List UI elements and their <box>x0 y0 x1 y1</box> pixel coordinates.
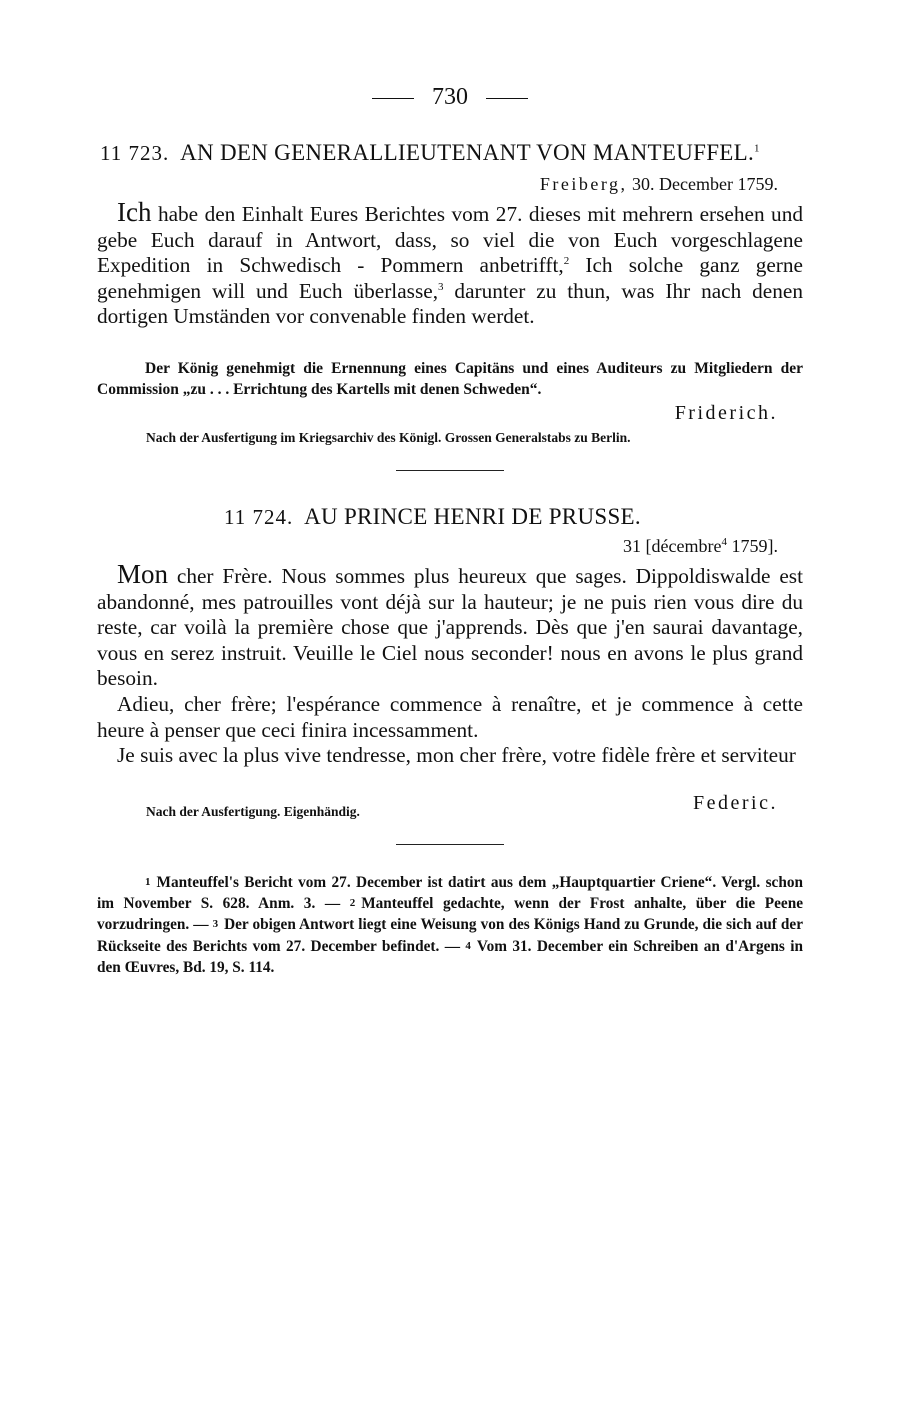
letter1-source: Nach der Ausfertigung im Kriegsarchiv des Königl. Grossen Generalstabs zu Berlin. <box>146 430 631 445</box>
letter1-body: Ich habe den Einhalt Eures Berichtes vom 27. dieses mit mehrern ersehen und gebe Euch darauf in Antwort, dass, so viel die von Euch vorgeschlagene Expedition in Schwedisch - Pommern anbetrifft,$^2$ Ich solche ganz gerne genehmigen will und Euch überlasse,$^3$ darunter zu thun, was Ihr nach denen dortigen Umständen vor convenable finden werdet. <box>97 197 804 329</box>
letter2-initial: Mon <box>117 559 169 589</box>
letter1-date: 30. December 1759. <box>632 174 778 194</box>
letter2-date: 31 [décembre$^4$ 1759]. <box>623 536 778 556</box>
letter2-paragraph-2: Adieu, cher frère; l'espérance commence à renaître, et je commence à cette heure à penser que ceci finira incessamment. <box>97 691 803 742</box>
footnote-3: Der obigen Antwort liegt eine Weisung von des Königs Hand zu Grunde, die sich auf der Rückseite des Berichts vom 27. December befindet. — <box>97 916 803 955</box>
letter2-number: 11 724. <box>224 505 294 529</box>
letter2-body <box>97 559 803 769</box>
footnote-rule <box>396 844 504 845</box>
footnote-marker-3: 3 <box>212 918 219 931</box>
footnotes <box>97 872 803 978</box>
footnote-4: Vom 31. December ein Schreiben an d'Argens in den Œuvres, Bd. 19, S. 114. <box>97 937 804 976</box>
page-number-dash-right <box>486 98 528 99</box>
separator-rule <box>396 470 504 471</box>
letter1-heading <box>100 140 760 166</box>
letter1-place: Freiberg, <box>539 174 628 194</box>
letter2-signature: Federic. <box>693 792 778 814</box>
letter1-title: AN DEN GENERALLIEUTENANT VON MANTEUFFEL. <box>180 140 755 165</box>
letter2-heading <box>224 504 641 530</box>
letter1-initial: Ich <box>117 197 152 227</box>
footnote-marker-2: 2 <box>349 897 356 910</box>
page-number-dash-left <box>372 98 414 99</box>
footnote-marker-1: 1 <box>145 876 151 888</box>
footnote-1: Manteuffel's Bericht vom 27. December ist datirt aus dem „Hauptquartier Criene“. Vergl. schon im November S. 628. Anm. 3. — <box>97 874 803 913</box>
footnote-marker-4: 4 <box>465 939 471 952</box>
letter2-paragraph-3: Je suis avec la plus vive tendresse, mon cher frère, votre fidèle frère et serviteur <box>117 743 796 768</box>
letter1-signature: Friderich. <box>674 402 778 424</box>
letter1-number: 11 723. <box>100 141 170 165</box>
letter2-title: AU PRINCE HENRI DE PRUSSE. <box>304 504 641 529</box>
footnote-2: Manteuffel gedachte, wenn der Frost anhalte, über die Peene vorzudringen. — <box>97 895 803 934</box>
letter2-paragraph-1: Mon cher Frère. Nous sommes plus heureux que sages. Dippoldiswalde est abandonné, mes patrouilles vont déjà sur la hauteur; je ne puis rien vous dire du reste, car voilà la première chose que j'apprends. Dès que j'en saurai davantage, vous en serez instruit. Veuille le Ciel nous seconder! nous en avons le plus grand besoin. <box>97 559 803 691</box>
page-number: 730 <box>0 84 900 111</box>
letter1-place-date <box>540 174 778 195</box>
letter2-source: Nach der Ausfertigung. Eigenhändig. <box>146 804 360 819</box>
letter1-remark: Der König genehmigt die Ernennung eines Capitäns und eines Auditeurs zu Mitgliedern der Commission „zu . . . Errichtung des Kartells mit denen Schweden“. <box>97 360 803 398</box>
letter1-title-note: 1 <box>754 142 760 155</box>
